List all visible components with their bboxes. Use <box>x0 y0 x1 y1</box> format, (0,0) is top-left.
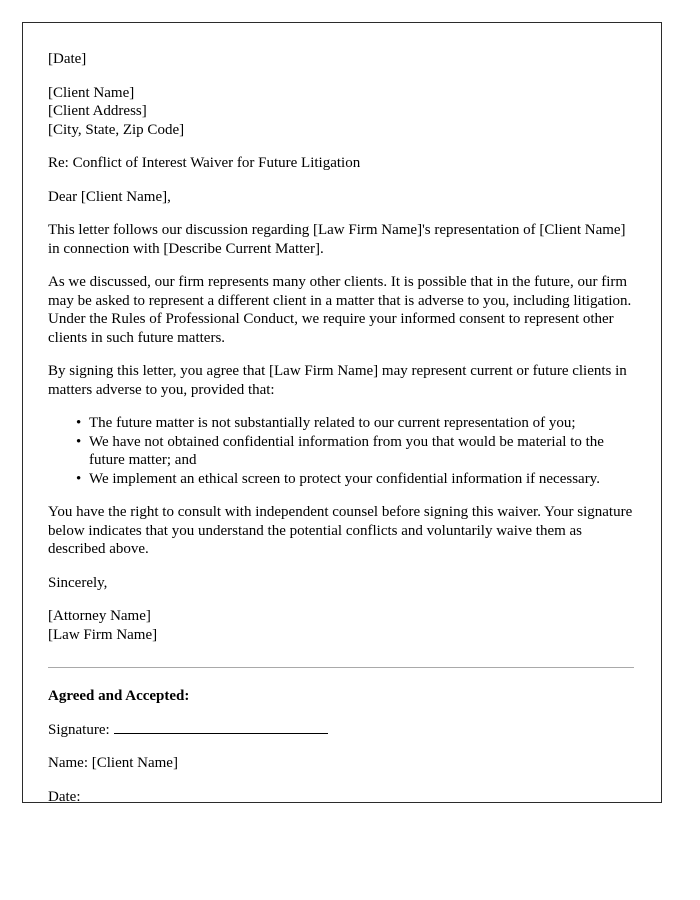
signature-label: Signature: <box>48 721 110 738</box>
paragraph-consent-lead-in: By signing this letter, you agree that [Law Firm Name] may represent current or future clients in matters adverse to you, provided that: <box>48 363 627 398</box>
letter-page <box>22 22 662 803</box>
paragraph-disclosure: As we discussed, our firm represents many other clients. It is possible that in the future, our firm may be asked to represent a different client in a matter that is adverse to you, including litigation. Under the Rules of Professional Conduct, we require your informed consent to represent other clients in such future matters. <box>48 274 632 346</box>
recipient-address-block <box>48 84 634 140</box>
signer-block <box>48 607 634 644</box>
signature-input-line[interactable] <box>114 722 328 734</box>
list-item: • We implement an ethical screen to protect your confidential information if necessary. <box>89 470 634 489</box>
date-line: Date: <box>48 788 81 803</box>
recipient-name: [Client Name] <box>48 84 135 101</box>
letter-body <box>23 23 661 803</box>
acceptance-heading: Agreed and Accepted: <box>48 688 190 704</box>
firm-name: [Law Firm Name] <box>48 626 158 643</box>
paragraph-intro: This letter follows our discussion regarding [Law Firm Name]'s representation of [Client Name] in connection with [Describe Current Matter]. <box>48 222 626 257</box>
list-item: • We have not obtained confidential information from you that would be material to the future matter; and <box>89 433 634 470</box>
valediction: Sincerely, <box>48 574 108 591</box>
section-divider <box>48 667 634 668</box>
date-placeholder: [Date] <box>48 51 87 67</box>
subject-line: Re: Conflict of Interest Waiver for Future Litigation <box>48 155 361 171</box>
recipient-address: [Client Address] <box>48 103 147 119</box>
client-name-line: Name: [Client Name] <box>48 755 178 771</box>
paragraph-independent-counsel: You have the right to consult with independent counsel before signing this waiver. Your signature below indicates that you understand the potential conflicts and voluntarily waive them as described above. <box>48 504 633 557</box>
salutation: Dear [Client Name], <box>48 188 171 205</box>
recipient-city-state-zip: [City, State, Zip Code] <box>48 121 185 138</box>
attorney-name: [Attorney Name] <box>48 608 151 624</box>
list-item: • The future matter is not substantially related to our current representation of you; <box>89 414 634 433</box>
signature-row <box>48 721 634 740</box>
conditions-list <box>48 414 634 488</box>
